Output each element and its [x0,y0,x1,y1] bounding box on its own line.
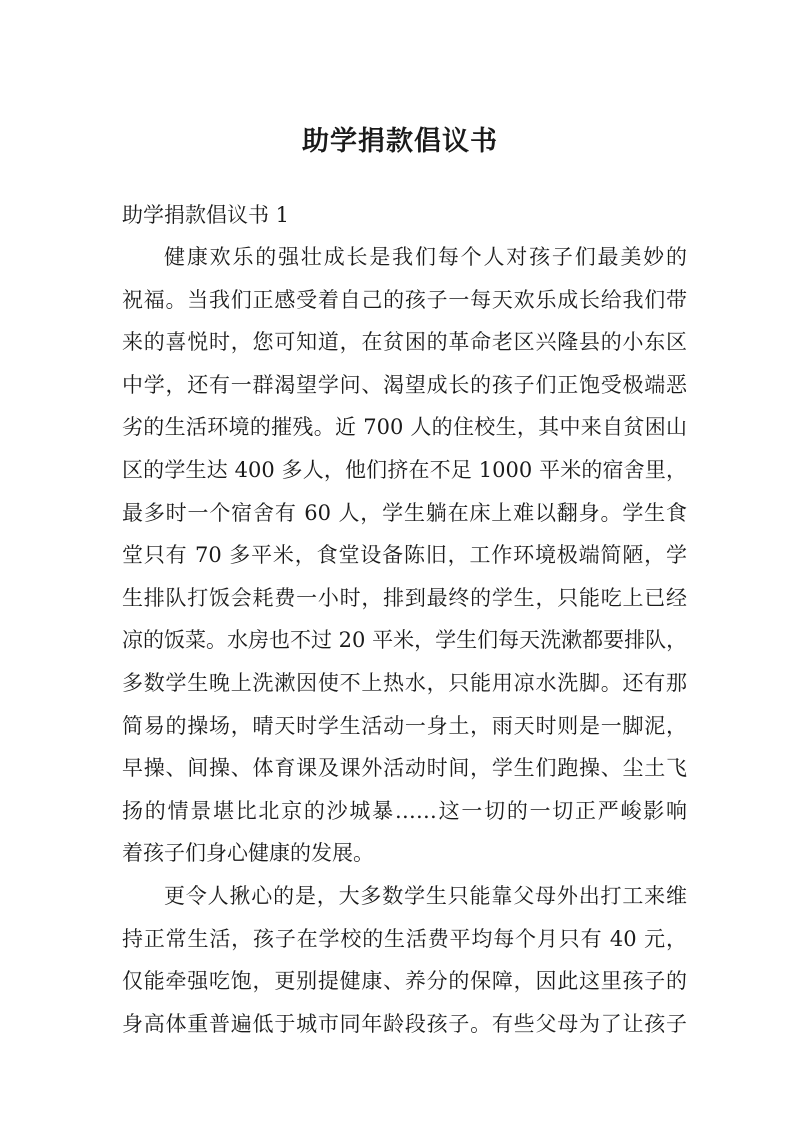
text-line: 祝福。当我们正感受着自己的孩子一每天欢乐成长给我们带 [122,287,687,312]
text-line: 仅能牵强吃饱，更别提健康、养分的保障，因此这里孩子的 [122,969,687,994]
text-line: 生排队打饭会耗费一小时，排到最终的学生，只能吃上已经 [122,585,687,610]
text-line: 持正常生活，孩子在学校的生活费平均每个月只有 40 元， [122,926,687,951]
text-line: 中学，还有一群渴望学问、渴望成长的孩子们正饱受极端恶 [122,372,687,397]
text-line: 凉的饭菜。水房也不过 20 平米，学生们每天洗漱都要排队， [122,628,688,653]
text-line: 来的喜悦时，您可知道，在贫困的革命老区兴隆县的小东区 [122,330,687,355]
text-line: 多数学生晚上洗漱因使不上热水，只能用凉水洗脚。还有那 [122,670,687,695]
document-title: 助学捐款倡议书 [302,126,498,157]
text-line: 劣的生活环境的摧残。近 700 人的住校生，其中来自贫困山 [122,415,687,440]
text-line: 简易的操场，晴天时学生活动一身土，雨天时则是一脚泥， [122,713,687,738]
section-heading: 助学捐款倡议书 1 [122,203,290,227]
text-line: 更令人揪心的是，大多数学生只能靠父母外出打工来维 [164,883,687,908]
text-line: 早操、间操、体育课及课外活动时间，学生们跑操、尘土飞 [122,756,687,781]
text-line: 最多时一个宿舍有 60 人，学生躺在床上难以翻身。学生食 [122,500,687,525]
text-line: 身高体重普遍低于城市同年龄段孩子。有些父母为了让孩子 [122,1011,687,1036]
text-line: 健康欢乐的强壮成长是我们每个人对孩子们最美妙的 [164,245,687,269]
text-line: 着孩子们身心健康的发展。 [122,841,374,866]
text-line: 扬的情景堪比北京的沙城暴……这一切的一切正严峻影响 [122,798,687,823]
text-line: 区的学生达 400 多人，他们挤在不足 1000 平米的宿舍里， [122,457,687,482]
text-line: 堂只有 70 多平米，食堂设备陈旧，工作环境极端简陋，学 [122,543,687,568]
document-body [122,236,687,1045]
